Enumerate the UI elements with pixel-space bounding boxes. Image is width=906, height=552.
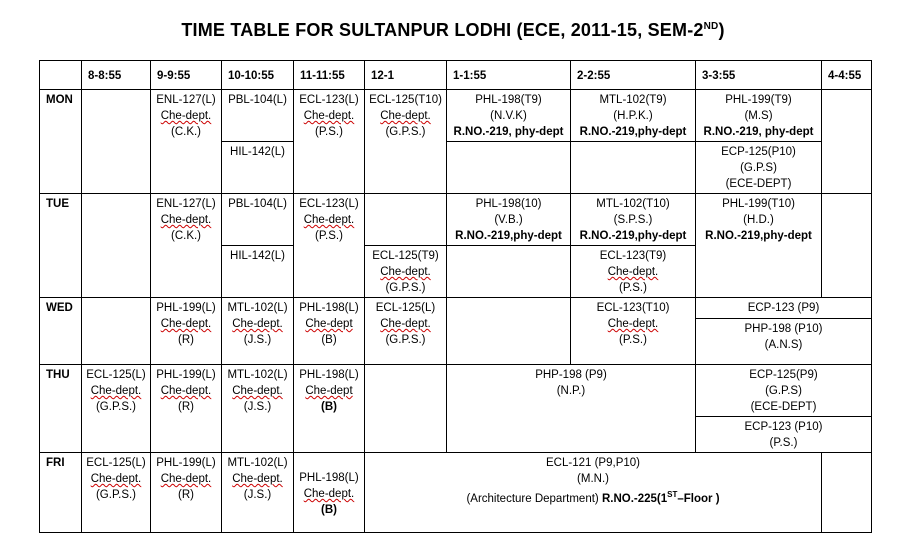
class-cell: PHL-198(10) (V.B.) R.NO.-219,phy-dept: [447, 194, 571, 246]
mon-row-a: [40, 90, 872, 142]
day-label: WED: [40, 298, 82, 365]
class-cell: PHP-198 (P10) (A.N.S): [696, 319, 872, 365]
class-cell: ECL-123(T9) Che-dept. (P.S.): [571, 246, 696, 298]
class-cell: PBL-104(L): [222, 90, 294, 142]
day-label: TUE: [40, 194, 82, 298]
slot-header: 11-11:55: [294, 61, 365, 90]
day-label: FRI: [40, 453, 82, 533]
class-cell: PHP-198 (P9) (N.P.): [447, 365, 696, 453]
class-cell: PHL-199(L) Che-dept. (R): [151, 365, 222, 453]
slot-header: 4-4:55: [822, 61, 872, 90]
empty-cell: [447, 142, 571, 194]
class-cell: ECL-123(L) Che-dept. (P.S.): [294, 194, 365, 298]
class-cell: HIL-142(L): [222, 246, 294, 298]
class-cell: PHL-198(L) Che-dept. (B): [294, 453, 365, 533]
class-cell: PHL-199(T10) (H.D.) R.NO.-219,phy-dept: [696, 194, 822, 298]
class-cell: ECL-125(L) Che-dept. (G.P.S.): [365, 298, 447, 365]
slot-header: 12-1: [365, 61, 447, 90]
empty-cell: [822, 194, 872, 298]
class-cell: ECP-123 (P9): [696, 298, 872, 319]
empty-cell: [447, 298, 571, 365]
slot-header: 9-9:55: [151, 61, 222, 90]
class-cell: PHL-198(T9) (N.V.K) R.NO.-219, phy-dept: [447, 90, 571, 142]
class-cell: PHL-198(L) Che-dept (B): [294, 298, 365, 365]
class-cell: MTL-102(L) Che-dept. (J.S.): [222, 298, 294, 365]
timetable: [39, 60, 872, 533]
empty-cell: [822, 90, 872, 194]
class-cell: ECP-125(P9) (G.P.S) (ECE-DEPT): [696, 365, 872, 417]
class-cell: ECL-125(L) Che-dept. (G.P.S.): [82, 365, 151, 453]
class-cell: HIL-142(L): [222, 142, 294, 194]
tue-row-a: [40, 194, 872, 246]
empty-cell: [82, 90, 151, 194]
class-cell: ENL-127(L) Che-dept. (C.K.): [151, 194, 222, 298]
class-cell: MTL-102(T9) (H.P.K.) R.NO.-219,phy-dept: [571, 90, 696, 142]
empty-cell: [447, 246, 571, 298]
class-cell: PBL-104(L): [222, 194, 294, 246]
empty-cell: [82, 298, 151, 365]
header-row: [40, 61, 872, 90]
empty-cell: [82, 194, 151, 298]
class-cell: ECL-123(T10) Che-dept. (P.S.): [571, 298, 696, 365]
slot-header: 10-10:55: [222, 61, 294, 90]
page-title: TIME TABLE FOR SULTANPUR LODHI (ECE, 2011-15, SEM-2ND): [181, 20, 725, 40]
class-cell: PHL-199(L) Che-dept. (R): [151, 298, 222, 365]
class-cell: PHL-198(L) Che-dept (B): [294, 365, 365, 453]
slot-header: 3-3:55: [696, 61, 822, 90]
empty-cell: [365, 365, 447, 453]
class-cell: PHL-199(T9) (M.S) R.NO.-219, phy-dept: [696, 90, 822, 142]
class-cell: MTL-102(T10) (S.P.S.) R.NO.-219,phy-dept: [571, 194, 696, 246]
class-cell: ECP-123 (P10) (P.S.): [696, 417, 872, 453]
class-cell: MTL-102(L) Che-dept. (J.S.): [222, 453, 294, 533]
empty-cell: [365, 194, 447, 246]
day-label: THU: [40, 365, 82, 453]
class-cell: ECL-121 (P9,P10) (M.N.) (Architecture Department) R.NO.-225(1ST–Floor ): [365, 453, 822, 533]
class-cell: ECP-125(P10) (G.P.S) (ECE-DEPT): [696, 142, 822, 194]
wed-row-a: [40, 298, 872, 319]
slot-header: 1-1:55: [447, 61, 571, 90]
class-cell: PHL-199(L) Che-dept. (R): [151, 453, 222, 533]
thu-row-a: [40, 365, 872, 417]
class-cell: ECL-123(L) Che-dept. (P.S.): [294, 90, 365, 194]
corner-cell: [40, 61, 82, 90]
empty-cell: [822, 453, 872, 533]
fri-row: [40, 453, 872, 533]
class-cell: ECL-125(T10) Che-dept. (G.P.S.): [365, 90, 447, 194]
class-cell: MTL-102(L) Che-dept. (J.S.): [222, 365, 294, 453]
day-label: MON: [40, 90, 82, 194]
class-cell: ECL-125(L) Che-dept. (G.P.S.): [82, 453, 151, 533]
slot-header: 8-8:55: [82, 61, 151, 90]
class-cell: ECL-125(T9) Che-dept. (G.P.S.): [365, 246, 447, 298]
slot-header: 2-2:55: [571, 61, 696, 90]
class-cell: ENL-127(L) Che-dept. (C.K.): [151, 90, 222, 194]
empty-cell: [571, 142, 696, 194]
